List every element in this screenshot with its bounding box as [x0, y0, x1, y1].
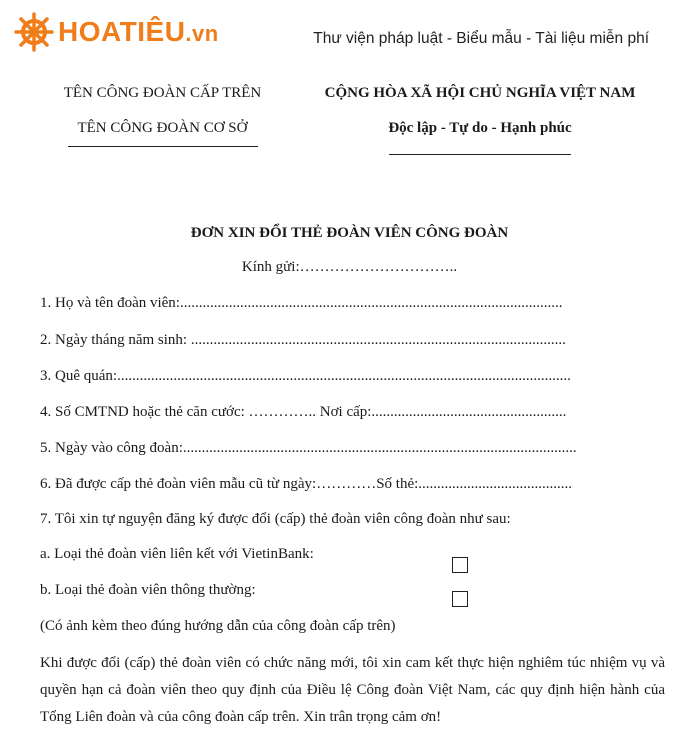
- left-heading: [40, 80, 285, 147]
- site-tagline: Thư viện pháp luật - Biểu mẫu - Tài liệu miễn phí: [313, 30, 649, 47]
- photo-note: (Có ảnh kèm theo đúng hướng dẫn của công đoàn cấp trên): [40, 618, 396, 634]
- option-regular-checkbox[interactable]: [452, 591, 468, 607]
- option-vietinbank-card-label: a. Loại thẻ đoàn viên liên kết với VietinBank:: [40, 546, 314, 562]
- base-union-name: TÊN CÔNG ĐOÀN CƠ SỞ: [77, 120, 248, 136]
- option-regular-card-label: b. Loại thẻ đoàn viên thông thường:: [40, 582, 256, 598]
- document-title: ĐƠN XIN ĐỔI THẺ ĐOÀN VIÊN CÔNG ĐOÀN: [190, 225, 509, 241]
- field-hometown[interactable]: 3. Quê quán:.........................................................................................................................: [40, 368, 571, 384]
- commitment-paragraph: Khi được đổi (cấp) thẻ đoàn viên có chức năng mới, tôi xin cam kết thực hiện nghiêm túc nhiệm vụ và quyền hạn cả đoàn viên theo quy định của Điều lệ Công đoàn Việt Nam, các quy định hiện hành của Tổng Liên đoàn và của công đoàn cấp trên. Xin trân trọng cảm ơn!: [40, 655, 665, 725]
- field-full-name[interactable]: 1. Họ và tên đoàn viên:......................................................................................................: [40, 295, 563, 311]
- national-title: CỘNG HÒA XÃ HỘI CHỦ NGHĨA VIỆT NAM: [324, 85, 636, 101]
- logo[interactable]: [14, 8, 219, 56]
- option-vietinbank-checkbox[interactable]: [452, 557, 468, 573]
- logo-text: HOATIÊU.vn: [58, 16, 219, 47]
- right-heading-underline: [389, 154, 571, 155]
- field-old-card-info[interactable]: 6. Đã được cấp thẻ đoàn viên mẫu cũ từ ngày:…………Số thẻ:.........................................: [40, 476, 573, 492]
- ship-wheel-icon: [14, 12, 54, 52]
- field-date-of-birth[interactable]: 2. Ngày tháng năm sinh: ....................................................................................................: [40, 332, 566, 348]
- left-heading-underline: [68, 146, 258, 147]
- field-id-number[interactable]: 4. Số CMTND hoặc thẻ căn cước: ………….. Nơi cấp:....................................................: [40, 404, 567, 420]
- greeting-line: Kính gửi:…………………………..: [241, 259, 458, 275]
- parent-union-name: TÊN CÔNG ĐOÀN CẤP TRÊN: [63, 85, 262, 101]
- national-motto: Độc lập - Tự do - Hạnh phúc: [388, 120, 572, 136]
- field-union-join-date[interactable]: 5. Ngày vào công đoàn:.........................................................................................................: [40, 440, 577, 456]
- right-heading: [300, 80, 660, 155]
- field-request-statement: 7. Tôi xin tự nguyện đăng ký được đổi (cấp) thẻ đoàn viên công đoàn như sau:: [40, 511, 511, 527]
